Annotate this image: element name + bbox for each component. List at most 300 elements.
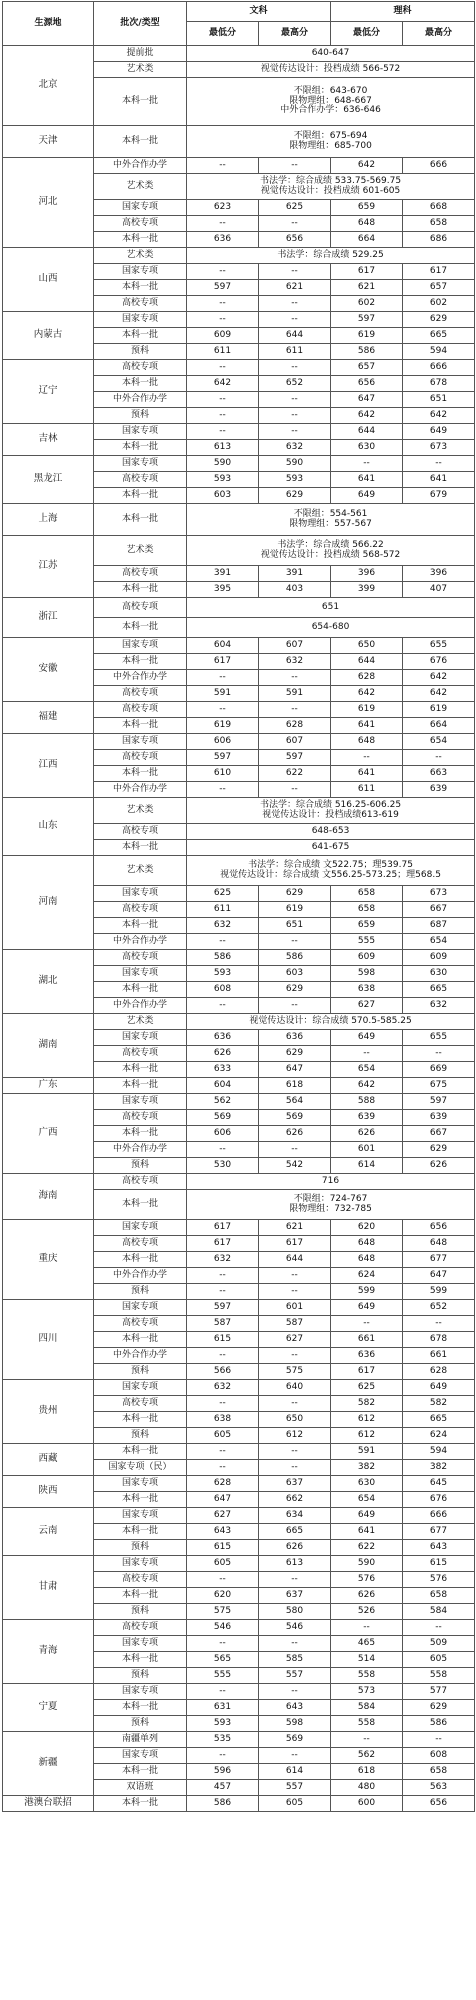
- li-max-cell: 664: [403, 718, 475, 734]
- batch-cell: 中外合作办学: [94, 1268, 187, 1284]
- wen-min-cell: 597: [187, 280, 259, 296]
- table-row: [3, 1220, 475, 1236]
- wen-min-cell: 530: [187, 1158, 259, 1174]
- li-max-cell: --: [403, 750, 475, 766]
- province-cell: 黑龙江: [3, 456, 94, 504]
- li-min-cell: 625: [331, 1380, 403, 1396]
- table-row: [3, 1620, 475, 1636]
- wen-min-cell: 605: [187, 1556, 259, 1572]
- li-max-cell: 630: [403, 966, 475, 982]
- merged-score-cell: 641-675: [187, 840, 475, 856]
- li-max-cell: 654: [403, 934, 475, 950]
- li-max-cell: 678: [403, 376, 475, 392]
- wen-max-cell: 605: [259, 1796, 331, 1812]
- wen-min-cell: 643: [187, 1524, 259, 1540]
- li-min-cell: 617: [331, 264, 403, 280]
- li-min-cell: --: [331, 1732, 403, 1748]
- li-min-cell: 382: [331, 1460, 403, 1476]
- batch-cell: 高校专项: [94, 824, 187, 840]
- wen-max-cell: --: [259, 1444, 331, 1460]
- wen-max-cell: 621: [259, 1220, 331, 1236]
- batch-cell: 高校专项: [94, 472, 187, 488]
- batch-cell: 本科一批: [94, 126, 187, 158]
- wen-min-cell: 620: [187, 1588, 259, 1604]
- li-max-cell: 577: [403, 1684, 475, 1700]
- table-row: [3, 158, 475, 174]
- wen-min-cell: --: [187, 216, 259, 232]
- wen-max-cell: --: [259, 782, 331, 798]
- batch-cell: 国家专项: [94, 456, 187, 472]
- li-min-cell: 649: [331, 1300, 403, 1316]
- batch-cell: 艺术类: [94, 536, 187, 566]
- wen-min-cell: 575: [187, 1604, 259, 1620]
- batch-cell: 本科一批: [94, 1652, 187, 1668]
- province-cell: 贵州: [3, 1380, 94, 1444]
- header-li-max: 最高分: [403, 22, 475, 46]
- batch-cell: 高校专项: [94, 1620, 187, 1636]
- li-min-cell: 648: [331, 216, 403, 232]
- li-max-cell: 558: [403, 1668, 475, 1684]
- li-max-cell: 639: [403, 1110, 475, 1126]
- wen-max-cell: --: [259, 296, 331, 312]
- batch-cell: 本科一批: [94, 1796, 187, 1812]
- batch-cell: 国家专项: [94, 312, 187, 328]
- wen-min-cell: 617: [187, 1236, 259, 1252]
- wen-max-cell: 628: [259, 718, 331, 734]
- batch-cell: 本科一批: [94, 1588, 187, 1604]
- batch-cell: 本科一批: [94, 1190, 187, 1220]
- batch-cell: 高校专项: [94, 216, 187, 232]
- wen-max-cell: --: [259, 1268, 331, 1284]
- wen-min-cell: 631: [187, 1700, 259, 1716]
- batch-cell: 双语班: [94, 1780, 187, 1796]
- li-min-cell: 480: [331, 1780, 403, 1796]
- merged-score-cell: 651: [187, 598, 475, 618]
- li-max-cell: 676: [403, 654, 475, 670]
- li-max-cell: 675: [403, 1078, 475, 1094]
- province-cell: 湖北: [3, 950, 94, 1014]
- province-cell: 新疆: [3, 1732, 94, 1796]
- li-min-cell: 649: [331, 1030, 403, 1046]
- batch-cell: 高校专项: [94, 360, 187, 376]
- wen-min-cell: 627: [187, 1508, 259, 1524]
- batch-cell: 国家专项: [94, 1556, 187, 1572]
- batch-cell: 高校专项: [94, 1572, 187, 1588]
- li-min-cell: 555: [331, 934, 403, 950]
- li-max-cell: --: [403, 1732, 475, 1748]
- batch-cell: 中外合作办学: [94, 782, 187, 798]
- header-li: 理科: [331, 2, 475, 22]
- wen-min-cell: 597: [187, 750, 259, 766]
- wen-min-cell: 615: [187, 1332, 259, 1348]
- wen-min-cell: --: [187, 1684, 259, 1700]
- merged-score-cell: 书法学：综合成绩 529.25: [187, 248, 475, 264]
- table-row: [3, 424, 475, 440]
- wen-max-cell: 614: [259, 1764, 331, 1780]
- wen-max-cell: --: [259, 408, 331, 424]
- wen-max-cell: 613: [259, 1556, 331, 1572]
- province-cell: 吉林: [3, 424, 94, 456]
- batch-cell: 预科: [94, 1158, 187, 1174]
- batch-cell: 本科一批: [94, 504, 187, 536]
- batch-cell: 中外合作办学: [94, 1348, 187, 1364]
- li-max-cell: 649: [403, 424, 475, 440]
- table-row: [3, 456, 475, 472]
- li-max-cell: 396: [403, 566, 475, 582]
- wen-min-cell: 457: [187, 1780, 259, 1796]
- li-min-cell: 647: [331, 392, 403, 408]
- table-row: [3, 702, 475, 718]
- wen-max-cell: 607: [259, 638, 331, 654]
- province-cell: 港澳台联招: [3, 1796, 94, 1812]
- li-max-cell: 665: [403, 1412, 475, 1428]
- wen-max-cell: 586: [259, 950, 331, 966]
- wen-max-cell: 598: [259, 1716, 331, 1732]
- li-max-cell: 608: [403, 1748, 475, 1764]
- li-min-cell: 661: [331, 1332, 403, 1348]
- batch-cell: 国家专项: [94, 1684, 187, 1700]
- wen-max-cell: 569: [259, 1110, 331, 1126]
- li-min-cell: 649: [331, 488, 403, 504]
- province-cell: 重庆: [3, 1220, 94, 1300]
- merged-score-cell: 716: [187, 1174, 475, 1190]
- table-row: [3, 1556, 475, 1572]
- table-row: [3, 1174, 475, 1190]
- li-min-cell: 636: [331, 1348, 403, 1364]
- wen-min-cell: --: [187, 670, 259, 686]
- li-max-cell: 576: [403, 1572, 475, 1588]
- li-min-cell: 591: [331, 1444, 403, 1460]
- wen-min-cell: 632: [187, 1380, 259, 1396]
- wen-max-cell: --: [259, 392, 331, 408]
- li-min-cell: 648: [331, 1236, 403, 1252]
- wen-max-cell: 636: [259, 1030, 331, 1046]
- batch-cell: 艺术类: [94, 798, 187, 824]
- wen-min-cell: 636: [187, 1030, 259, 1046]
- li-max-cell: --: [403, 1620, 475, 1636]
- li-max-cell: 678: [403, 1332, 475, 1348]
- table-row: [3, 1300, 475, 1316]
- batch-cell: 国家专项: [94, 1300, 187, 1316]
- li-max-cell: 656: [403, 1220, 475, 1236]
- province-cell: 陕西: [3, 1476, 94, 1508]
- li-min-cell: 597: [331, 312, 403, 328]
- wen-min-cell: --: [187, 934, 259, 950]
- wen-min-cell: --: [187, 312, 259, 328]
- batch-cell: 高校专项: [94, 1396, 187, 1412]
- batch-cell: 中外合作办学: [94, 670, 187, 686]
- li-max-cell: 676: [403, 1492, 475, 1508]
- li-min-cell: 626: [331, 1126, 403, 1142]
- wen-max-cell: 621: [259, 280, 331, 296]
- wen-min-cell: 605: [187, 1428, 259, 1444]
- batch-cell: 高校专项: [94, 1110, 187, 1126]
- province-cell: 河北: [3, 158, 94, 248]
- table-row: [3, 598, 475, 618]
- li-min-cell: 656: [331, 376, 403, 392]
- batch-cell: 高校专项: [94, 686, 187, 702]
- wen-min-cell: 619: [187, 718, 259, 734]
- batch-cell: 预科: [94, 1604, 187, 1620]
- li-min-cell: 654: [331, 1492, 403, 1508]
- batch-cell: 本科一批: [94, 1078, 187, 1094]
- li-min-cell: 573: [331, 1684, 403, 1700]
- batch-cell: 预科: [94, 1668, 187, 1684]
- merged-score-cell: 书法学：综合成绩 533.75-569.75 视觉传达设计：投档成绩 601-605: [187, 174, 475, 200]
- batch-cell: 本科一批: [94, 654, 187, 670]
- li-min-cell: 586: [331, 344, 403, 360]
- header-li-min: 最低分: [331, 22, 403, 46]
- merged-score-cell: 视觉传达设计：综合成绩 570.5-585.25: [187, 1014, 475, 1030]
- wen-min-cell: --: [187, 408, 259, 424]
- merged-score-cell: 不限组：554-561 限物理组：557-567: [187, 504, 475, 536]
- li-max-cell: 647: [403, 1268, 475, 1284]
- batch-cell: 国家专项: [94, 886, 187, 902]
- batch-cell: 国家专项: [94, 1508, 187, 1524]
- wen-min-cell: 628: [187, 1476, 259, 1492]
- li-max-cell: 677: [403, 1524, 475, 1540]
- li-min-cell: 642: [331, 408, 403, 424]
- wen-min-cell: --: [187, 702, 259, 718]
- li-max-cell: 661: [403, 1348, 475, 1364]
- wen-max-cell: 607: [259, 734, 331, 750]
- batch-cell: 高校专项: [94, 1046, 187, 1062]
- li-max-cell: 407: [403, 582, 475, 598]
- wen-min-cell: 617: [187, 654, 259, 670]
- merged-score-cell: 书法学：综合成绩 566.22 视觉传达设计：投档成绩 568-572: [187, 536, 475, 566]
- wen-min-cell: 609: [187, 328, 259, 344]
- batch-cell: 预科: [94, 1716, 187, 1732]
- li-max-cell: 669: [403, 1062, 475, 1078]
- li-min-cell: 659: [331, 200, 403, 216]
- li-max-cell: 586: [403, 1716, 475, 1732]
- batch-cell: 本科一批: [94, 488, 187, 504]
- wen-min-cell: --: [187, 1748, 259, 1764]
- li-min-cell: 611: [331, 782, 403, 798]
- wen-min-cell: 632: [187, 918, 259, 934]
- wen-max-cell: 629: [259, 488, 331, 504]
- table-row: [3, 46, 475, 62]
- wen-min-cell: --: [187, 998, 259, 1014]
- wen-min-cell: --: [187, 1636, 259, 1652]
- header-province: 生源地: [3, 2, 94, 46]
- li-min-cell: 600: [331, 1796, 403, 1812]
- li-max-cell: 602: [403, 296, 475, 312]
- province-cell: 北京: [3, 46, 94, 126]
- li-max-cell: 642: [403, 686, 475, 702]
- li-max-cell: 654: [403, 734, 475, 750]
- wen-max-cell: --: [259, 1396, 331, 1412]
- li-max-cell: 673: [403, 886, 475, 902]
- province-cell: 河南: [3, 856, 94, 950]
- table-row: [3, 1094, 475, 1110]
- li-min-cell: 558: [331, 1668, 403, 1684]
- wen-max-cell: 557: [259, 1780, 331, 1796]
- li-min-cell: 598: [331, 966, 403, 982]
- li-min-cell: 514: [331, 1652, 403, 1668]
- batch-cell: 本科一批: [94, 1252, 187, 1268]
- wen-max-cell: 619: [259, 902, 331, 918]
- li-max-cell: 666: [403, 158, 475, 174]
- wen-max-cell: 626: [259, 1540, 331, 1556]
- batch-cell: 本科一批: [94, 1412, 187, 1428]
- li-max-cell: 643: [403, 1540, 475, 1556]
- li-min-cell: 642: [331, 158, 403, 174]
- wen-min-cell: --: [187, 1444, 259, 1460]
- batch-cell: 国家专项: [94, 264, 187, 280]
- wen-max-cell: 564: [259, 1094, 331, 1110]
- wen-max-cell: 637: [259, 1588, 331, 1604]
- province-cell: 安徽: [3, 638, 94, 702]
- merged-score-cell: 不限组：675-694 限物理组：685-700: [187, 126, 475, 158]
- table-row: [3, 734, 475, 750]
- li-min-cell: 601: [331, 1142, 403, 1158]
- li-min-cell: 649: [331, 1508, 403, 1524]
- wen-min-cell: 642: [187, 376, 259, 392]
- batch-cell: 本科一批: [94, 328, 187, 344]
- table-body: [3, 46, 475, 1812]
- batch-cell: 艺术类: [94, 1014, 187, 1030]
- li-min-cell: 654: [331, 1062, 403, 1078]
- province-cell: 辽宁: [3, 360, 94, 424]
- table-row: [3, 536, 475, 566]
- province-cell: 内蒙古: [3, 312, 94, 360]
- li-min-cell: 628: [331, 670, 403, 686]
- li-min-cell: 590: [331, 1556, 403, 1572]
- province-cell: 江苏: [3, 536, 94, 598]
- wen-min-cell: 610: [187, 766, 259, 782]
- li-max-cell: 666: [403, 360, 475, 376]
- li-max-cell: 584: [403, 1604, 475, 1620]
- batch-cell: 国家专项: [94, 638, 187, 654]
- batch-cell: 本科一批: [94, 718, 187, 734]
- li-min-cell: 399: [331, 582, 403, 598]
- wen-min-cell: 625: [187, 886, 259, 902]
- wen-min-cell: --: [187, 1460, 259, 1476]
- wen-min-cell: --: [187, 360, 259, 376]
- table-row: [3, 504, 475, 536]
- li-min-cell: 644: [331, 424, 403, 440]
- wen-max-cell: 632: [259, 440, 331, 456]
- li-min-cell: --: [331, 1046, 403, 1062]
- li-min-cell: 650: [331, 638, 403, 654]
- wen-max-cell: --: [259, 216, 331, 232]
- wen-min-cell: 647: [187, 1492, 259, 1508]
- batch-cell: 预科: [94, 408, 187, 424]
- wen-max-cell: 569: [259, 1732, 331, 1748]
- li-min-cell: 621: [331, 280, 403, 296]
- li-min-cell: 612: [331, 1412, 403, 1428]
- wen-min-cell: 391: [187, 566, 259, 582]
- li-min-cell: 619: [331, 702, 403, 718]
- wen-min-cell: 586: [187, 1796, 259, 1812]
- wen-max-cell: 611: [259, 344, 331, 360]
- batch-cell: 高校专项: [94, 902, 187, 918]
- li-min-cell: 620: [331, 1220, 403, 1236]
- wen-min-cell: --: [187, 1572, 259, 1588]
- table-row: [3, 856, 475, 886]
- wen-max-cell: --: [259, 424, 331, 440]
- table-row: [3, 1796, 475, 1812]
- wen-max-cell: --: [259, 1460, 331, 1476]
- batch-cell: 本科一批: [94, 840, 187, 856]
- li-min-cell: 641: [331, 1524, 403, 1540]
- wen-min-cell: 587: [187, 1316, 259, 1332]
- province-cell: 福建: [3, 702, 94, 734]
- batch-cell: 高校专项: [94, 566, 187, 582]
- li-max-cell: 629: [403, 1142, 475, 1158]
- li-max-cell: 617: [403, 264, 475, 280]
- li-min-cell: 641: [331, 472, 403, 488]
- li-max-cell: 655: [403, 638, 475, 654]
- li-min-cell: 602: [331, 296, 403, 312]
- batch-cell: 本科一批: [94, 1764, 187, 1780]
- batch-cell: 提前批: [94, 46, 187, 62]
- merged-score-cell: 书法学：综合成绩 516.25-606.25 视觉传达设计：投档成绩613-619: [187, 798, 475, 824]
- li-min-cell: 664: [331, 232, 403, 248]
- wen-max-cell: 644: [259, 1252, 331, 1268]
- li-max-cell: 677: [403, 1252, 475, 1268]
- li-min-cell: 648: [331, 734, 403, 750]
- li-max-cell: 658: [403, 1764, 475, 1780]
- table-row: [3, 248, 475, 264]
- wen-max-cell: 593: [259, 472, 331, 488]
- li-min-cell: 609: [331, 950, 403, 966]
- wen-max-cell: 629: [259, 886, 331, 902]
- wen-min-cell: --: [187, 1284, 259, 1300]
- li-max-cell: 624: [403, 1428, 475, 1444]
- table-row: [3, 1444, 475, 1460]
- li-min-cell: 642: [331, 1078, 403, 1094]
- header-wen: 文科: [187, 2, 331, 22]
- province-cell: 广西: [3, 1094, 94, 1174]
- wen-max-cell: 601: [259, 1300, 331, 1316]
- li-max-cell: 642: [403, 408, 475, 424]
- li-min-cell: 657: [331, 360, 403, 376]
- batch-cell: 预科: [94, 1428, 187, 1444]
- li-min-cell: 562: [331, 1748, 403, 1764]
- table-row: [3, 126, 475, 158]
- table-row: [3, 1508, 475, 1524]
- wen-max-cell: 650: [259, 1412, 331, 1428]
- batch-cell: 国家专项: [94, 424, 187, 440]
- batch-cell: 预科: [94, 1364, 187, 1380]
- wen-min-cell: 535: [187, 1732, 259, 1748]
- table-row: [3, 638, 475, 654]
- wen-max-cell: 575: [259, 1364, 331, 1380]
- batch-cell: 国家专项: [94, 1748, 187, 1764]
- li-max-cell: 658: [403, 1588, 475, 1604]
- wen-min-cell: --: [187, 296, 259, 312]
- batch-cell: 国家专项: [94, 1476, 187, 1492]
- wen-min-cell: 626: [187, 1046, 259, 1062]
- wen-min-cell: 623: [187, 200, 259, 216]
- wen-max-cell: --: [259, 998, 331, 1014]
- batch-cell: 中外合作办学: [94, 158, 187, 174]
- batch-cell: 中外合作办学: [94, 998, 187, 1014]
- li-max-cell: 594: [403, 344, 475, 360]
- province-cell: 江西: [3, 734, 94, 798]
- li-max-cell: 632: [403, 998, 475, 1014]
- li-max-cell: --: [403, 1046, 475, 1062]
- table-row: [3, 360, 475, 376]
- merged-score-cell: 648-653: [187, 824, 475, 840]
- li-max-cell: 382: [403, 1460, 475, 1476]
- wen-min-cell: 617: [187, 1220, 259, 1236]
- batch-cell: 本科一批: [94, 280, 187, 296]
- merged-score-cell: 视觉传达设计：投档成绩 566-572: [187, 62, 475, 78]
- header-batch: 批次/类型: [94, 2, 187, 46]
